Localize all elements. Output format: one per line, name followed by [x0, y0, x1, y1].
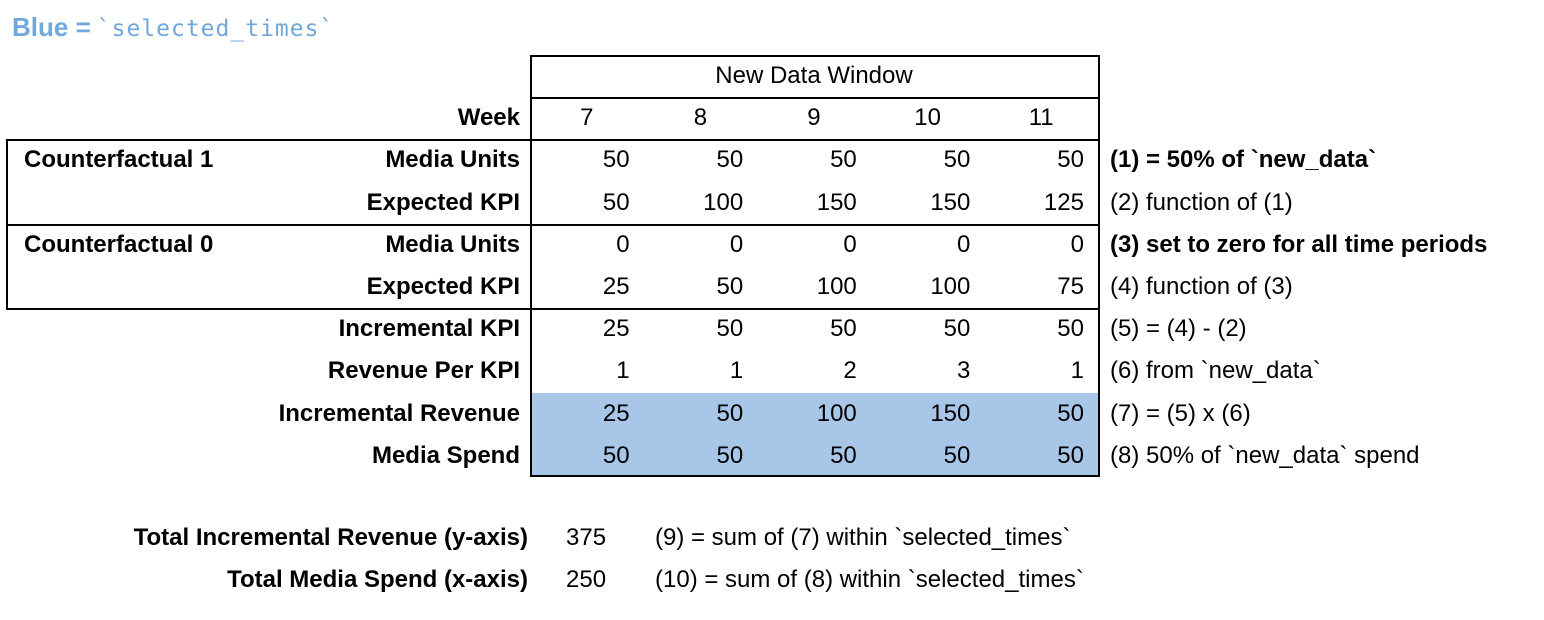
window-title: New Data Window	[715, 62, 913, 89]
value-cell: 0	[729, 231, 744, 258]
row-annotation: (5) = (4) - (2)	[1110, 315, 1247, 342]
total-label: Total Media Spend (x-axis)	[227, 566, 528, 593]
total-incremental-revenue-row	[0, 520, 1544, 556]
border-right-data	[1098, 55, 1100, 477]
value-cell: 50	[1057, 146, 1084, 173]
total-value: 375	[566, 524, 607, 551]
week-cell: 10	[914, 104, 941, 131]
value-cell: 50	[602, 442, 630, 469]
value-cell: 3	[957, 357, 971, 384]
row-annotation: (1) = 50% of `new_data`	[1110, 146, 1377, 173]
row-annotation: (7) = (5) x (6)	[1110, 400, 1251, 427]
value-cell: 150	[930, 189, 971, 216]
row-annotation: (3) set to zero for all time periods	[1110, 231, 1488, 258]
value-cell: 2	[843, 357, 857, 384]
legend-note	[12, 12, 334, 43]
value-cell: 50	[716, 315, 744, 342]
row-label: Media Units	[385, 231, 520, 258]
row-label: Expected KPI	[366, 273, 520, 300]
row-values	[530, 139, 1098, 181]
row-label: Expected KPI	[366, 189, 520, 216]
value-cell: 1	[1070, 357, 1084, 384]
row-values	[530, 224, 1098, 266]
border-top-window	[530, 55, 1100, 57]
border-left-data	[530, 55, 532, 477]
value-cell: 50	[716, 442, 744, 469]
total-annotation: (9) = sum of (7) within `selected_times`	[655, 524, 1071, 551]
value-cell: 50	[1057, 400, 1084, 427]
value-cell: 1	[729, 357, 744, 384]
total-label: Total Incremental Revenue (y-axis)	[133, 524, 528, 551]
value-cell: 1	[616, 357, 630, 384]
row-annotation: (4) function of (3)	[1110, 273, 1293, 300]
row-values	[530, 182, 1098, 224]
value-cell: 50	[830, 146, 857, 173]
week-cell: 9	[807, 104, 821, 131]
border-under-cf1	[6, 224, 1100, 226]
row-annotation: (6) from `new_data`	[1110, 357, 1321, 384]
row-values-highlighted	[530, 393, 1098, 435]
week-label: Week	[457, 104, 520, 131]
value-cell: 50	[1057, 442, 1084, 469]
border-under-cf0	[6, 308, 1100, 310]
border-bottom-table	[530, 475, 1100, 477]
value-cell: 50	[602, 146, 630, 173]
group-label: Counterfactual 0	[24, 231, 214, 258]
table-row-incremental-kpi	[0, 308, 1544, 350]
value-cell: 100	[816, 400, 857, 427]
value-cell: 25	[602, 273, 630, 300]
row-label: Revenue Per KPI	[327, 357, 520, 384]
value-cell: 100	[930, 273, 971, 300]
legend-note-code: `selected_times`	[96, 16, 335, 42]
week-cell: 7	[580, 104, 594, 131]
table-row-cf1-media-units	[0, 139, 1544, 181]
row-label: Incremental Revenue	[278, 400, 520, 427]
border-under-window	[530, 97, 1100, 99]
row-values-highlighted	[530, 435, 1098, 477]
value-cell: 50	[716, 273, 744, 300]
value-cell: 50	[602, 189, 630, 216]
table-row-cf1-expected-kpi	[0, 182, 1544, 224]
table-row-weeks	[0, 97, 1544, 139]
window-title-cell	[530, 55, 1098, 97]
value-cell: 0	[616, 231, 630, 258]
table-row-incremental-revenue	[0, 393, 1544, 435]
value-cell: 50	[830, 315, 857, 342]
border-under-week	[6, 139, 1100, 141]
value-cell: 0	[843, 231, 857, 258]
value-cell: 100	[816, 273, 857, 300]
value-cell: 50	[1057, 315, 1084, 342]
value-cell: 100	[703, 189, 744, 216]
table-row-cf0-expected-kpi	[0, 266, 1544, 308]
value-cell: 25	[602, 315, 630, 342]
value-cell: 50	[943, 315, 971, 342]
value-cell: 25	[602, 400, 630, 427]
total-media-spend-row	[0, 562, 1544, 598]
table-row-window-title	[0, 55, 1544, 97]
value-cell: 50	[943, 442, 971, 469]
row-annotation: (2) function of (1)	[1110, 189, 1293, 216]
total-annotation: (10) = sum of (8) within `selected_times`	[655, 566, 1084, 593]
table-row-revenue-per-kpi	[0, 350, 1544, 392]
table-row-cf0-media-units	[0, 224, 1544, 266]
row-values	[530, 350, 1098, 392]
border-left-counterfactual-boxes	[6, 139, 8, 310]
legend-note-prefix: Blue =	[12, 12, 91, 42]
week-numbers	[530, 97, 1098, 139]
value-cell: 50	[716, 146, 744, 173]
total-value: 250	[566, 566, 607, 593]
value-cell: 50	[943, 146, 971, 173]
value-cell: 150	[816, 189, 857, 216]
row-annotation: (8) 50% of `new_data` spend	[1110, 442, 1420, 469]
value-cell: 50	[716, 400, 744, 427]
row-label: Media Units	[385, 146, 520, 173]
table-row-media-spend	[0, 435, 1544, 477]
value-cell: 0	[957, 231, 971, 258]
row-values	[530, 308, 1098, 350]
row-label: Media Spend	[371, 442, 520, 469]
week-cell: 11	[1028, 104, 1054, 131]
row-values	[530, 266, 1098, 308]
week-cell: 8	[693, 104, 708, 131]
group-label: Counterfactual 1	[24, 146, 214, 173]
value-cell: 50	[830, 442, 857, 469]
value-cell: 150	[930, 400, 971, 427]
value-cell: 75	[1057, 273, 1084, 300]
value-cell: 0	[1070, 231, 1084, 258]
row-label: Incremental KPI	[338, 315, 520, 342]
value-cell: 125	[1043, 189, 1084, 216]
